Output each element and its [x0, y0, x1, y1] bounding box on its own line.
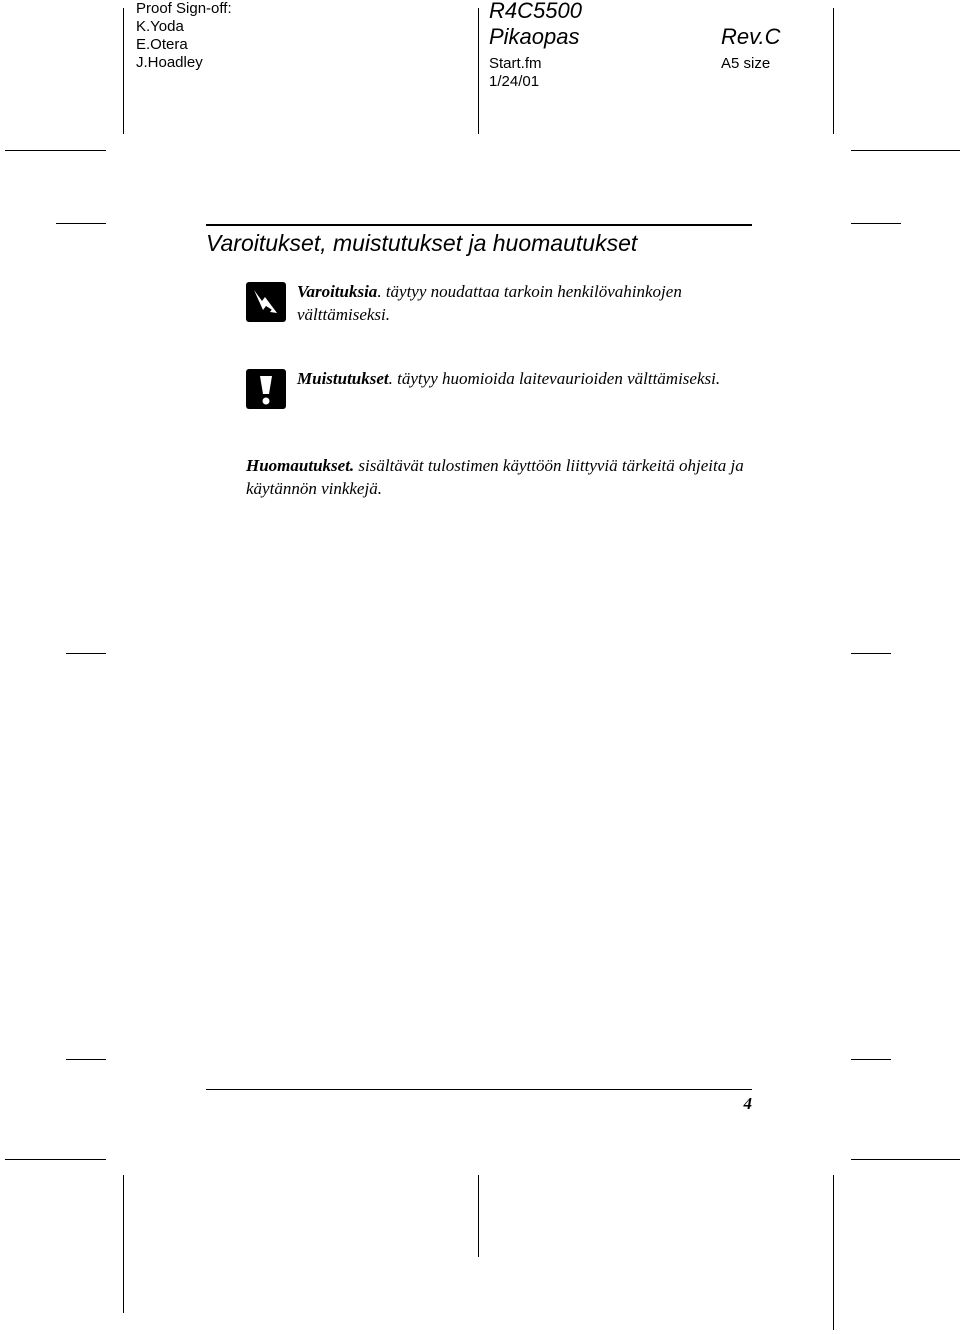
crop-mark: [478, 8, 479, 134]
registration-tick: [851, 1059, 891, 1060]
crop-mark: [5, 1159, 106, 1160]
proof-name-3: J.Hoadley: [136, 54, 203, 71]
warning-paragraph: [297, 280, 747, 326]
warning-icon: [246, 282, 286, 322]
crop-mark: [123, 1175, 124, 1313]
doc-revision: Rev.C: [721, 24, 781, 49]
warning-term: Varoituksia: [297, 282, 378, 301]
title-rule: [206, 224, 752, 226]
caution-term: Muistutukset: [297, 369, 389, 388]
section-title: Varoitukset, muistutukset ja huomautukset: [206, 230, 638, 256]
note-text: sisältävät tulostimen käyttöön liittyviä tärkeitä ohjeita ja käytännön vinkkejä.: [246, 456, 744, 498]
crop-mark: [851, 1159, 960, 1160]
crop-mark: [833, 1175, 834, 1330]
crop-mark: [5, 150, 106, 151]
registration-tick: [66, 653, 106, 654]
note-term: Huomautukset.: [246, 456, 355, 475]
registration-tick: [66, 1059, 106, 1060]
doc-code: R4C5500: [489, 0, 582, 23]
proof-name-2: E.Otera: [136, 36, 188, 53]
crop-mark: [851, 150, 960, 151]
proof-name-1: K.Yoda: [136, 18, 184, 35]
doc-file: Start.fm: [489, 55, 542, 72]
crop-mark: [123, 8, 124, 134]
warning-text: . täytyy noudattaa tarkoin henkilövahinkojen välttämiseksi.: [297, 282, 682, 324]
caution-text: . täytyy huomioida laitevaurioiden välttämiseksi.: [388, 369, 721, 388]
footer-rule: [206, 1089, 752, 1090]
caution-icon: [246, 369, 286, 409]
crop-mark: [478, 1175, 479, 1257]
registration-tick: [851, 223, 901, 224]
registration-tick: [56, 223, 106, 224]
registration-tick: [851, 653, 891, 654]
doc-page-size: A5 size: [721, 55, 771, 72]
doc-name: Pikaopas: [489, 24, 580, 49]
page-number: 4: [743, 1094, 752, 1113]
doc-date: 1/24/01: [489, 73, 540, 90]
caution-paragraph: [297, 367, 747, 390]
proof-signoff-label: Proof Sign-off:: [136, 0, 232, 17]
note-paragraph: [246, 454, 746, 500]
crop-mark: [833, 8, 834, 134]
